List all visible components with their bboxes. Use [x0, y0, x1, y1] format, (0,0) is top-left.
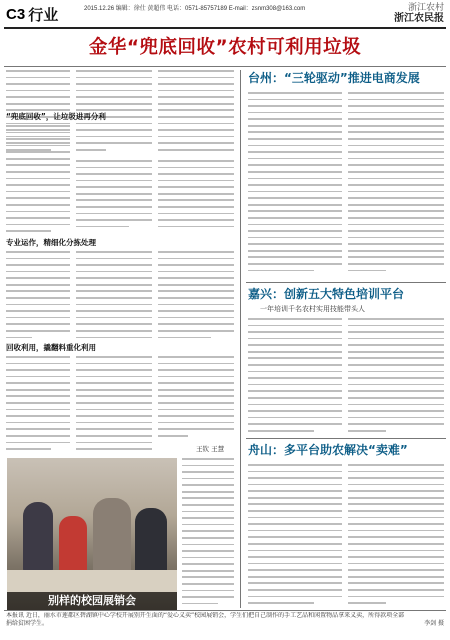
jiaxing-col2	[348, 318, 444, 436]
student-figure	[23, 502, 53, 572]
taizhou-col1	[248, 92, 342, 280]
main-headline: 金华“兜底回收”农村可利用垃圾	[88, 37, 362, 58]
main-story-col1-body	[6, 125, 70, 235]
taizhou-col2	[348, 92, 444, 280]
photo-note	[6, 612, 444, 628]
footer-rule	[4, 610, 446, 611]
zhoushan-col1	[248, 464, 342, 608]
page-meta: 2015.12.26 编辑：徐仕 黄超伟 电话：0571-85757189 E-mail：zsnm308@163.com	[84, 6, 306, 12]
photo-caption: 别样的校园展销会	[7, 592, 177, 610]
school-fair-photo	[7, 458, 177, 610]
masthead-rule	[4, 27, 446, 29]
student-figure	[135, 508, 167, 578]
jiaxing-col1	[248, 318, 342, 436]
zhoushan-headline: 舟山：多平台助农解决“卖难”	[248, 443, 408, 457]
photo-note-text: 本报讯 近日，丽水市莲都区碧湖镇中心学校开展别开生面的“爱心义卖”校园展销会，学生们把自己制作的手工艺品和闲置物品拿来义卖，所得款项全部捐给贫困学生。	[6, 612, 405, 627]
taizhou-headline: 台州：“三轮驱动”推进电商发展	[248, 71, 420, 85]
main-story-byline: 王钦 王慧	[196, 445, 225, 453]
main-story-recycle-col2	[76, 356, 152, 452]
display-table	[7, 570, 177, 592]
main-story-recycle-col3	[158, 356, 234, 442]
zhoushan-col2	[348, 464, 444, 608]
story-divider	[246, 438, 446, 439]
column-divider	[240, 70, 241, 608]
main-story-sorting-col1	[6, 251, 70, 341]
headline-divider	[4, 66, 446, 67]
subheading-recycle: 回收利用，撬翻料重化利用	[6, 343, 96, 352]
subheading-sorting: 专业运作，精细化分拣处理	[6, 238, 96, 247]
paper-masthead	[394, 3, 444, 25]
section-number: C3	[6, 6, 26, 23]
photo-side-column	[182, 458, 234, 608]
student-figure	[93, 498, 131, 578]
story-divider	[246, 282, 446, 283]
main-story-sorting-col2	[76, 251, 152, 341]
main-story-col2-body	[76, 160, 152, 235]
jiaxing-subheadline: 一年培训千名农村实用技能带头人	[260, 305, 365, 313]
photo-credit: 李剑 摄	[424, 620, 444, 627]
main-story-recycle-col1	[6, 356, 70, 452]
student-figure	[59, 516, 87, 578]
section-name: 行业	[28, 6, 59, 24]
main-story-col3-intro	[158, 70, 234, 155]
subheading-collect: “兜底回收”，让垃圾进再分利	[6, 112, 106, 121]
main-story-sorting-col3	[158, 251, 234, 341]
main-story-col3-body	[158, 160, 234, 235]
region-label: 浙江农村	[407, 3, 444, 13]
jiaxing-headline: 嘉兴：创新五大特色培训平台	[248, 287, 405, 301]
section-mark	[6, 4, 58, 25]
paper-name: 浙江农民报	[394, 13, 444, 24]
